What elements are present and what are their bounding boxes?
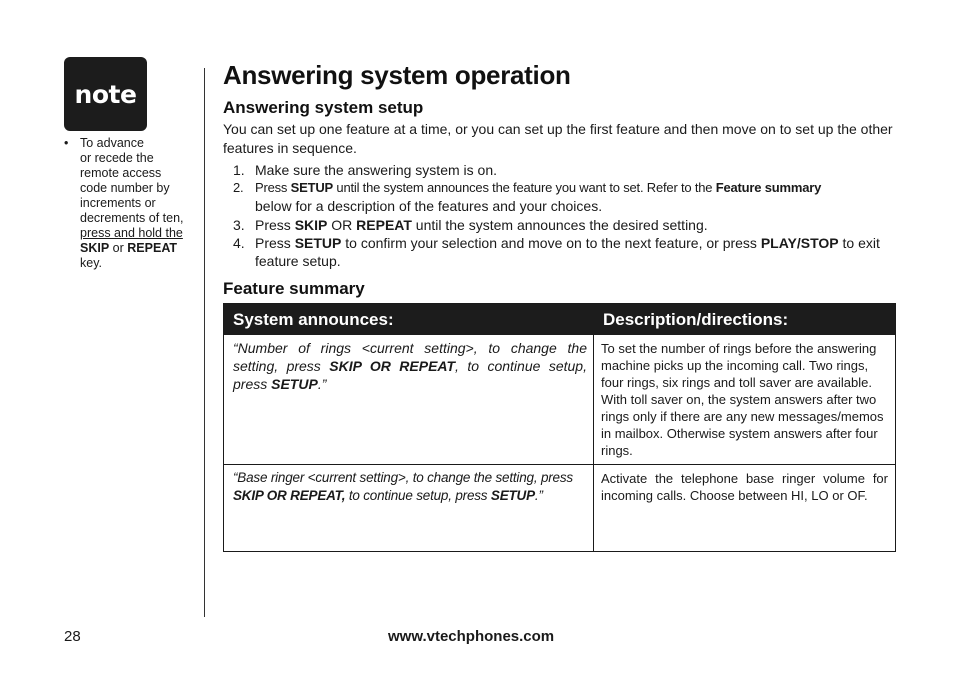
step-bold: SKIP [294, 217, 328, 233]
side-note [64, 136, 192, 271]
note-badge: note [64, 57, 147, 131]
cell-bold: SKIP OR REPEAT [329, 358, 456, 374]
table-header [224, 304, 895, 335]
side-note-line: decrements of ten, [80, 211, 184, 225]
description-cell: To set the number of rings before the answering machine picks up the incoming call. Two rings, four rings, six rings and toll saver are available. With toll saver on, the system answers after two rings only if there are any new messages/memos in mailbox. Otherwise system answers after four rings. [601, 341, 884, 458]
step-bold: SETUP [290, 180, 333, 195]
side-note-line: or recede the [80, 151, 154, 165]
step-bold: SETUP [294, 235, 342, 251]
step-item [233, 216, 898, 234]
column-header-system-announces: System announces: [233, 309, 394, 329]
side-note-line: key. [80, 256, 102, 270]
cell-bold: SKIP OR REPEAT, [233, 488, 346, 503]
setup-steps [233, 161, 898, 270]
vertical-divider [204, 68, 205, 617]
or-text: or [112, 241, 124, 255]
step-text: until the system announces the desired setting. [411, 217, 708, 233]
announcement-cell [224, 465, 594, 552]
repeat-key: REPEAT [127, 241, 178, 255]
step-item [233, 234, 898, 270]
announcement-cell [224, 335, 594, 464]
step-item [233, 161, 898, 179]
step-text: Make sure the answering system is on. [255, 162, 497, 178]
step-bold: PLAY/STOP [760, 235, 839, 251]
step-number: 4. [233, 235, 245, 251]
cell-bold: SETUP [271, 376, 318, 392]
setup-intro: You can set up one feature at a time, or you can set up the first feature and then move on to set up the other features in sequence. [223, 121, 893, 156]
cell-text: to continue setup, press [345, 488, 491, 503]
footer-url[interactable]: www.vtechphones.com [388, 628, 555, 645]
column-header-description: Description/directions: [603, 309, 789, 329]
side-note-line: increments or [80, 196, 156, 210]
side-note-line: To advance [80, 136, 144, 150]
bullet: • [64, 136, 69, 150]
step-number: 1. [233, 162, 245, 178]
step-text: to confirm your selection and move on to the next feature, or press [341, 235, 761, 251]
page-number: 28 [64, 628, 81, 645]
step-text: Press [255, 180, 291, 195]
step-text: Press [255, 217, 295, 233]
cell-text: “Number of rings <current setting>, to change the setting, press [233, 340, 587, 374]
description-cell: Activate the telephone base ringer volume for incoming calls. Choose between HI, LO or OF. [601, 471, 888, 503]
skip-key: SKIP [80, 241, 110, 255]
step-number: 2. [233, 180, 244, 195]
side-note-text [80, 136, 192, 271]
side-note-line: remote access [80, 166, 162, 180]
feature-summary-heading: Feature summary [223, 279, 365, 298]
step-item [233, 179, 898, 216]
step-text: OR [327, 217, 357, 233]
table-row [224, 335, 895, 464]
step-bold: REPEAT [356, 217, 412, 233]
cell-text: .” [317, 376, 327, 392]
setup-heading: Answering system setup [223, 98, 424, 117]
side-note-underlined: press and hold the [80, 226, 183, 240]
step-text: Press [255, 235, 295, 251]
feature-summary-table [223, 303, 896, 552]
step-text: until the system announces the feature you want to set. Refer to the [333, 180, 716, 195]
cell-text: , to continue setup, press [233, 358, 587, 392]
cell-text: .” [534, 488, 543, 503]
side-note-line: code number by [80, 181, 170, 195]
step-number: 3. [233, 217, 245, 233]
table-row [224, 464, 895, 552]
step-text: to exit feature setup. [255, 235, 880, 269]
side-note-keys [80, 241, 192, 256]
cell-text: “Base ringer <current setting>, to change the setting, press [233, 470, 573, 485]
page-title: Answering system operation [223, 60, 571, 90]
cell-bold: SETUP [490, 488, 535, 503]
step-bold: Feature summary [715, 180, 822, 195]
step-text: below for a description of the features and your choices. [255, 198, 603, 214]
